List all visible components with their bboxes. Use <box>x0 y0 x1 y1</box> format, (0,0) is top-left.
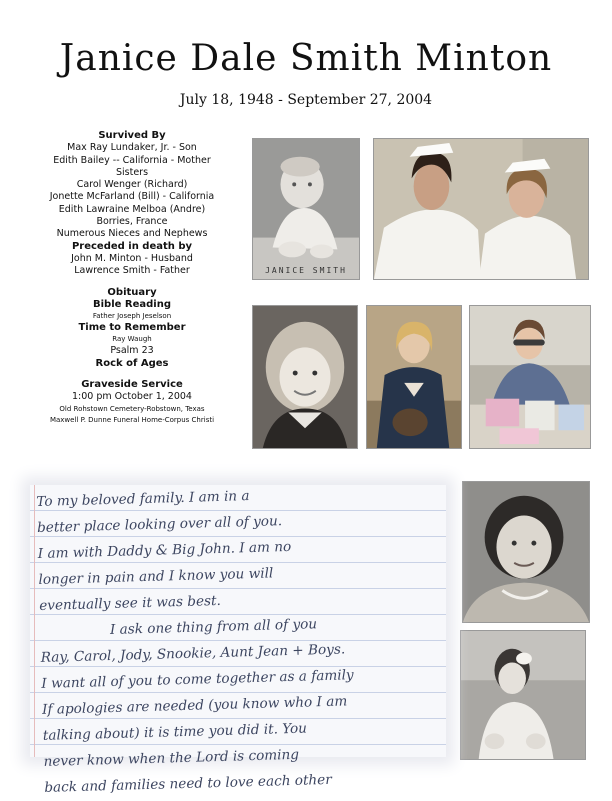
program-line: Carol Wenger (Richard) <box>76 179 188 191</box>
program-spacer <box>18 278 246 287</box>
program-heading: Obituary <box>107 286 157 298</box>
program-heading: Preceded in death by <box>71 240 193 252</box>
life-dates: July 18, 1948 - September 27, 2004 <box>179 92 433 108</box>
program-line: Old Rohstown Cemetery-Robstown, Texas <box>59 404 205 413</box>
program-line: Psalm 23 <box>110 345 154 357</box>
nurses-photo <box>373 138 589 280</box>
letter-margin-line <box>34 485 35 757</box>
baby-photo <box>252 138 360 280</box>
program-heading: Survived By <box>98 130 166 141</box>
letter-line: eventually see it was best. <box>39 592 222 614</box>
child-seated-photo <box>460 630 586 760</box>
program-line: Father Joseph Jeselson <box>92 312 172 321</box>
program-line: Edith Lawraine Melboa (Andre) <box>58 203 206 215</box>
program-line: Jonette McFarland (Bill) - California <box>49 191 215 203</box>
program-heading: Graveside Service <box>81 379 183 391</box>
program-line: Borries, France <box>96 216 168 228</box>
page-title: Janice Dale Smith Minton <box>59 38 553 79</box>
program-spacer <box>18 370 246 379</box>
program-heading: Time to Remember <box>78 322 186 334</box>
letter-line: longer in pain and I know you will <box>38 565 274 588</box>
woman-with-calf-photo <box>366 305 462 449</box>
letter-line: To my beloved family. I am in a <box>36 488 250 510</box>
program-line: Maxwell P. Dunne Funeral Home-Corpus Christi <box>49 415 215 424</box>
program-line: 1:00 pm October 1, 2004 <box>72 391 192 403</box>
young-woman-portrait-photo <box>462 481 590 623</box>
program-line: Numerous Nieces and Nephews <box>56 228 208 240</box>
letter-line: better place looking over all of you. <box>36 513 283 536</box>
letter-line: I want all of you to come together as a family <box>41 667 354 692</box>
woman-with-gifts-photo <box>469 305 591 449</box>
program-line: John M. Minton - Husband <box>71 252 193 264</box>
letter-line: I am with Daddy & Big John. I am no <box>37 538 292 562</box>
program-heading: Rock of Ages <box>95 357 169 369</box>
letter-line: Ray, Carol, Jody, Snookie, Aunt Jean + Boys. <box>40 641 346 666</box>
program-line: Lawrence Smith - Father <box>74 265 190 277</box>
letter-line: If apologies are needed (you know who I am <box>41 693 348 718</box>
program-line: Max Ray Lundaker, Jr. - Son <box>67 142 197 154</box>
program-line: Sisters <box>115 166 149 178</box>
program-line: Edith Bailey -- California - Mother <box>53 154 211 166</box>
handwritten-letter <box>30 485 446 796</box>
service-program <box>18 130 246 426</box>
letter-line: back and families need to love each other <box>44 771 332 796</box>
program-line: Ray Waugh <box>112 335 152 344</box>
letter-line: never know when the Lord is coming <box>43 746 300 770</box>
letter-line: talking about) it is time you did it. You <box>42 720 308 744</box>
baby-photo-caption: JANICE SMITH <box>265 266 347 275</box>
letter-line: I ask one thing from all of you <box>109 616 318 638</box>
letter-text <box>36 478 455 801</box>
girl-portrait-photo <box>252 305 358 449</box>
program-heading: Bible Reading <box>93 298 171 310</box>
